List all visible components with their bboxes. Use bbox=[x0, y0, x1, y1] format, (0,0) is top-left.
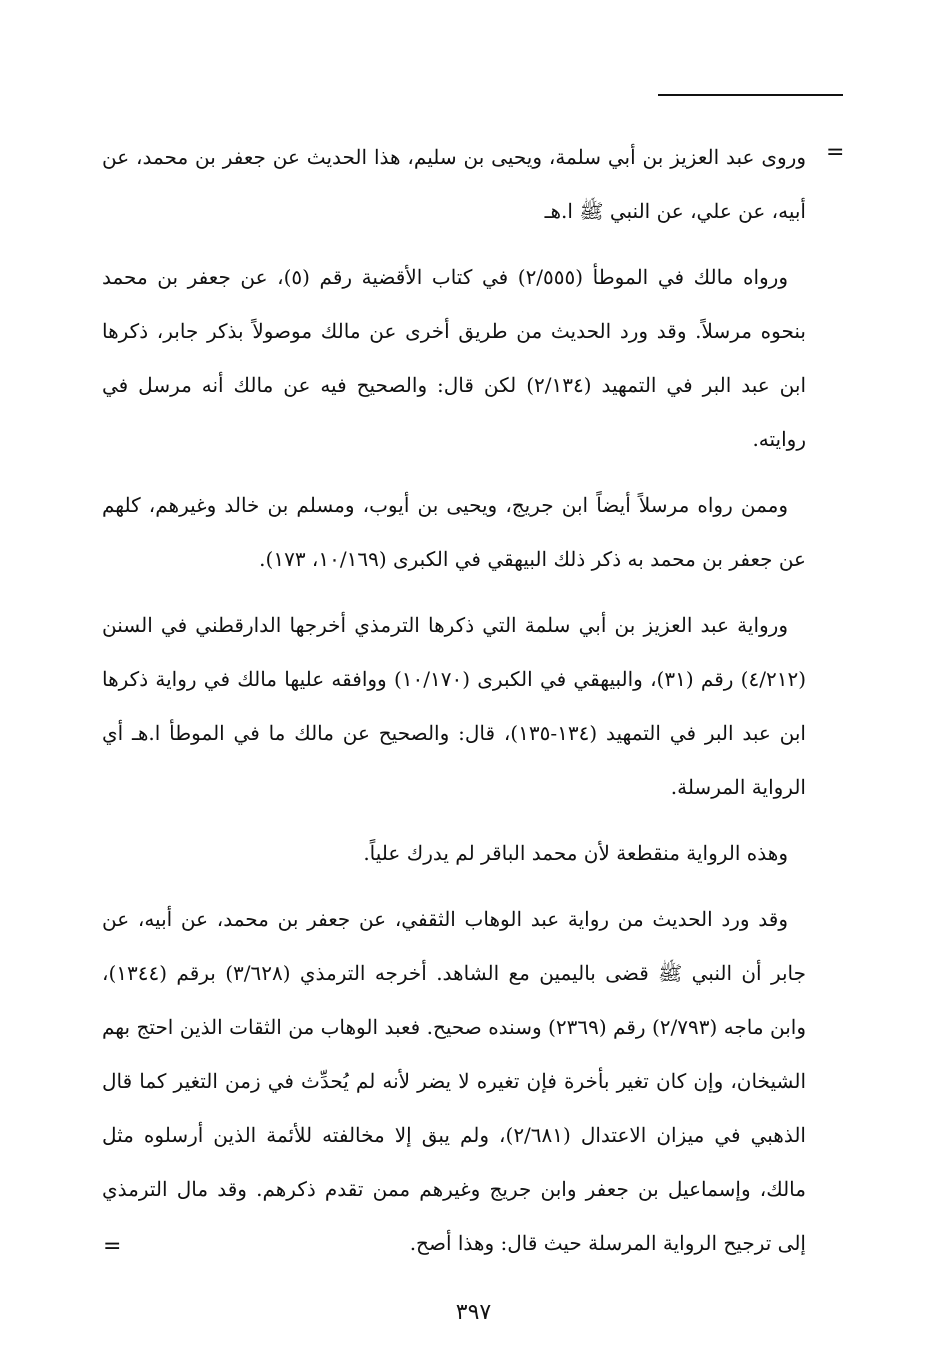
continuation-mark: = bbox=[826, 140, 845, 165]
paragraph-2: ورواه مالك في الموطأ (٢/٥٥٥) في كتاب الأقضية رقم (٥)، عن جعفر بن محمد بنحوه مرسلاً. وقد ورد الحديث من طريق أخرى عن مالك موصولاً بذكر جابر، ذكرها ابن عبد البر في التمهيد (٢/١٣٤) لكن قال: والصحيح فيه عن مالك أنه مرسل في روايته. bbox=[102, 265, 806, 451]
bottom-continuation-mark: = bbox=[103, 1234, 122, 1259]
paragraph-3: وممن رواه مرسلاً أيضاً ابن جريج، ويحيى بن أيوب، ومسلم بن خالد وغيرهم، كلهم عن جعفر بن محمد به ذكر ذلك البيهقي في الكبرى (١٠/١٦٩، ١٧٣). bbox=[102, 493, 806, 571]
paragraph-6: وقد ورد الحديث من رواية عبد الوهاب الثقفي، عن جعفر بن محمد، عن أبيه، عن جابر أن النبي ﷺ قضى باليمين مع الشاهد. أخرجه الترمذي (٣/٦٢٨) برقم (١٣٤٤)، وابن ماجه (٢/٧٩٣) رقم (٢٣٦٩) وسنده صحيح. فعبد الوهاب من الثقات الذين احتج بهم الشيخان، وإن كان تغير بأخرة فإن تغيره لا يضر لأنه لم يُحدِّث في زمن التغير كما قال الذهبي في ميزان الاعتدال (٢/٦٨١)، ولم يبق إلا مخالفته للأئمة الذين أرسلوه مثل مالك، وإسماعيل بن جعفر وابن جريج وغيرهم ممن تقدم ذكرهم. وقد مال الترمذي إلى ترجيح الرواية المرسلة حيث قال: وهذا أصح. bbox=[102, 907, 807, 1255]
page-body bbox=[102, 130, 806, 1282]
paragraph-4: ورواية عبد العزيز بن أبي سلمة التي ذكرها الترمذي أخرجها الدارقطني في السنن (٤/٢١٢) رقم (٣١)، والبيهقي في الكبرى (١٠/١٧٠) ووافقه عليها مالك في رواية ذكرها ابن عبد البر في التمهيد (١٣٤-١٣٥)، قال: والصحيح عن مالك ما في الموطأ ا.هـ أي الرواية المرسلة. bbox=[102, 613, 807, 799]
paragraph-1: وروى عبد العزيز بن أبي سلمة، ويحيى بن سليم، هذا الحديث عن جعفر بن محمد، عن أبيه، عن علي، عن النبي ﷺ ا.هـ bbox=[102, 145, 806, 223]
page-number: ٣٩٧ bbox=[455, 1300, 492, 1325]
paragraph-5: وهذه الرواية منقطعة لأن محمد الباقر لم يدرك علياً. bbox=[363, 841, 788, 865]
top-rule bbox=[658, 94, 843, 96]
